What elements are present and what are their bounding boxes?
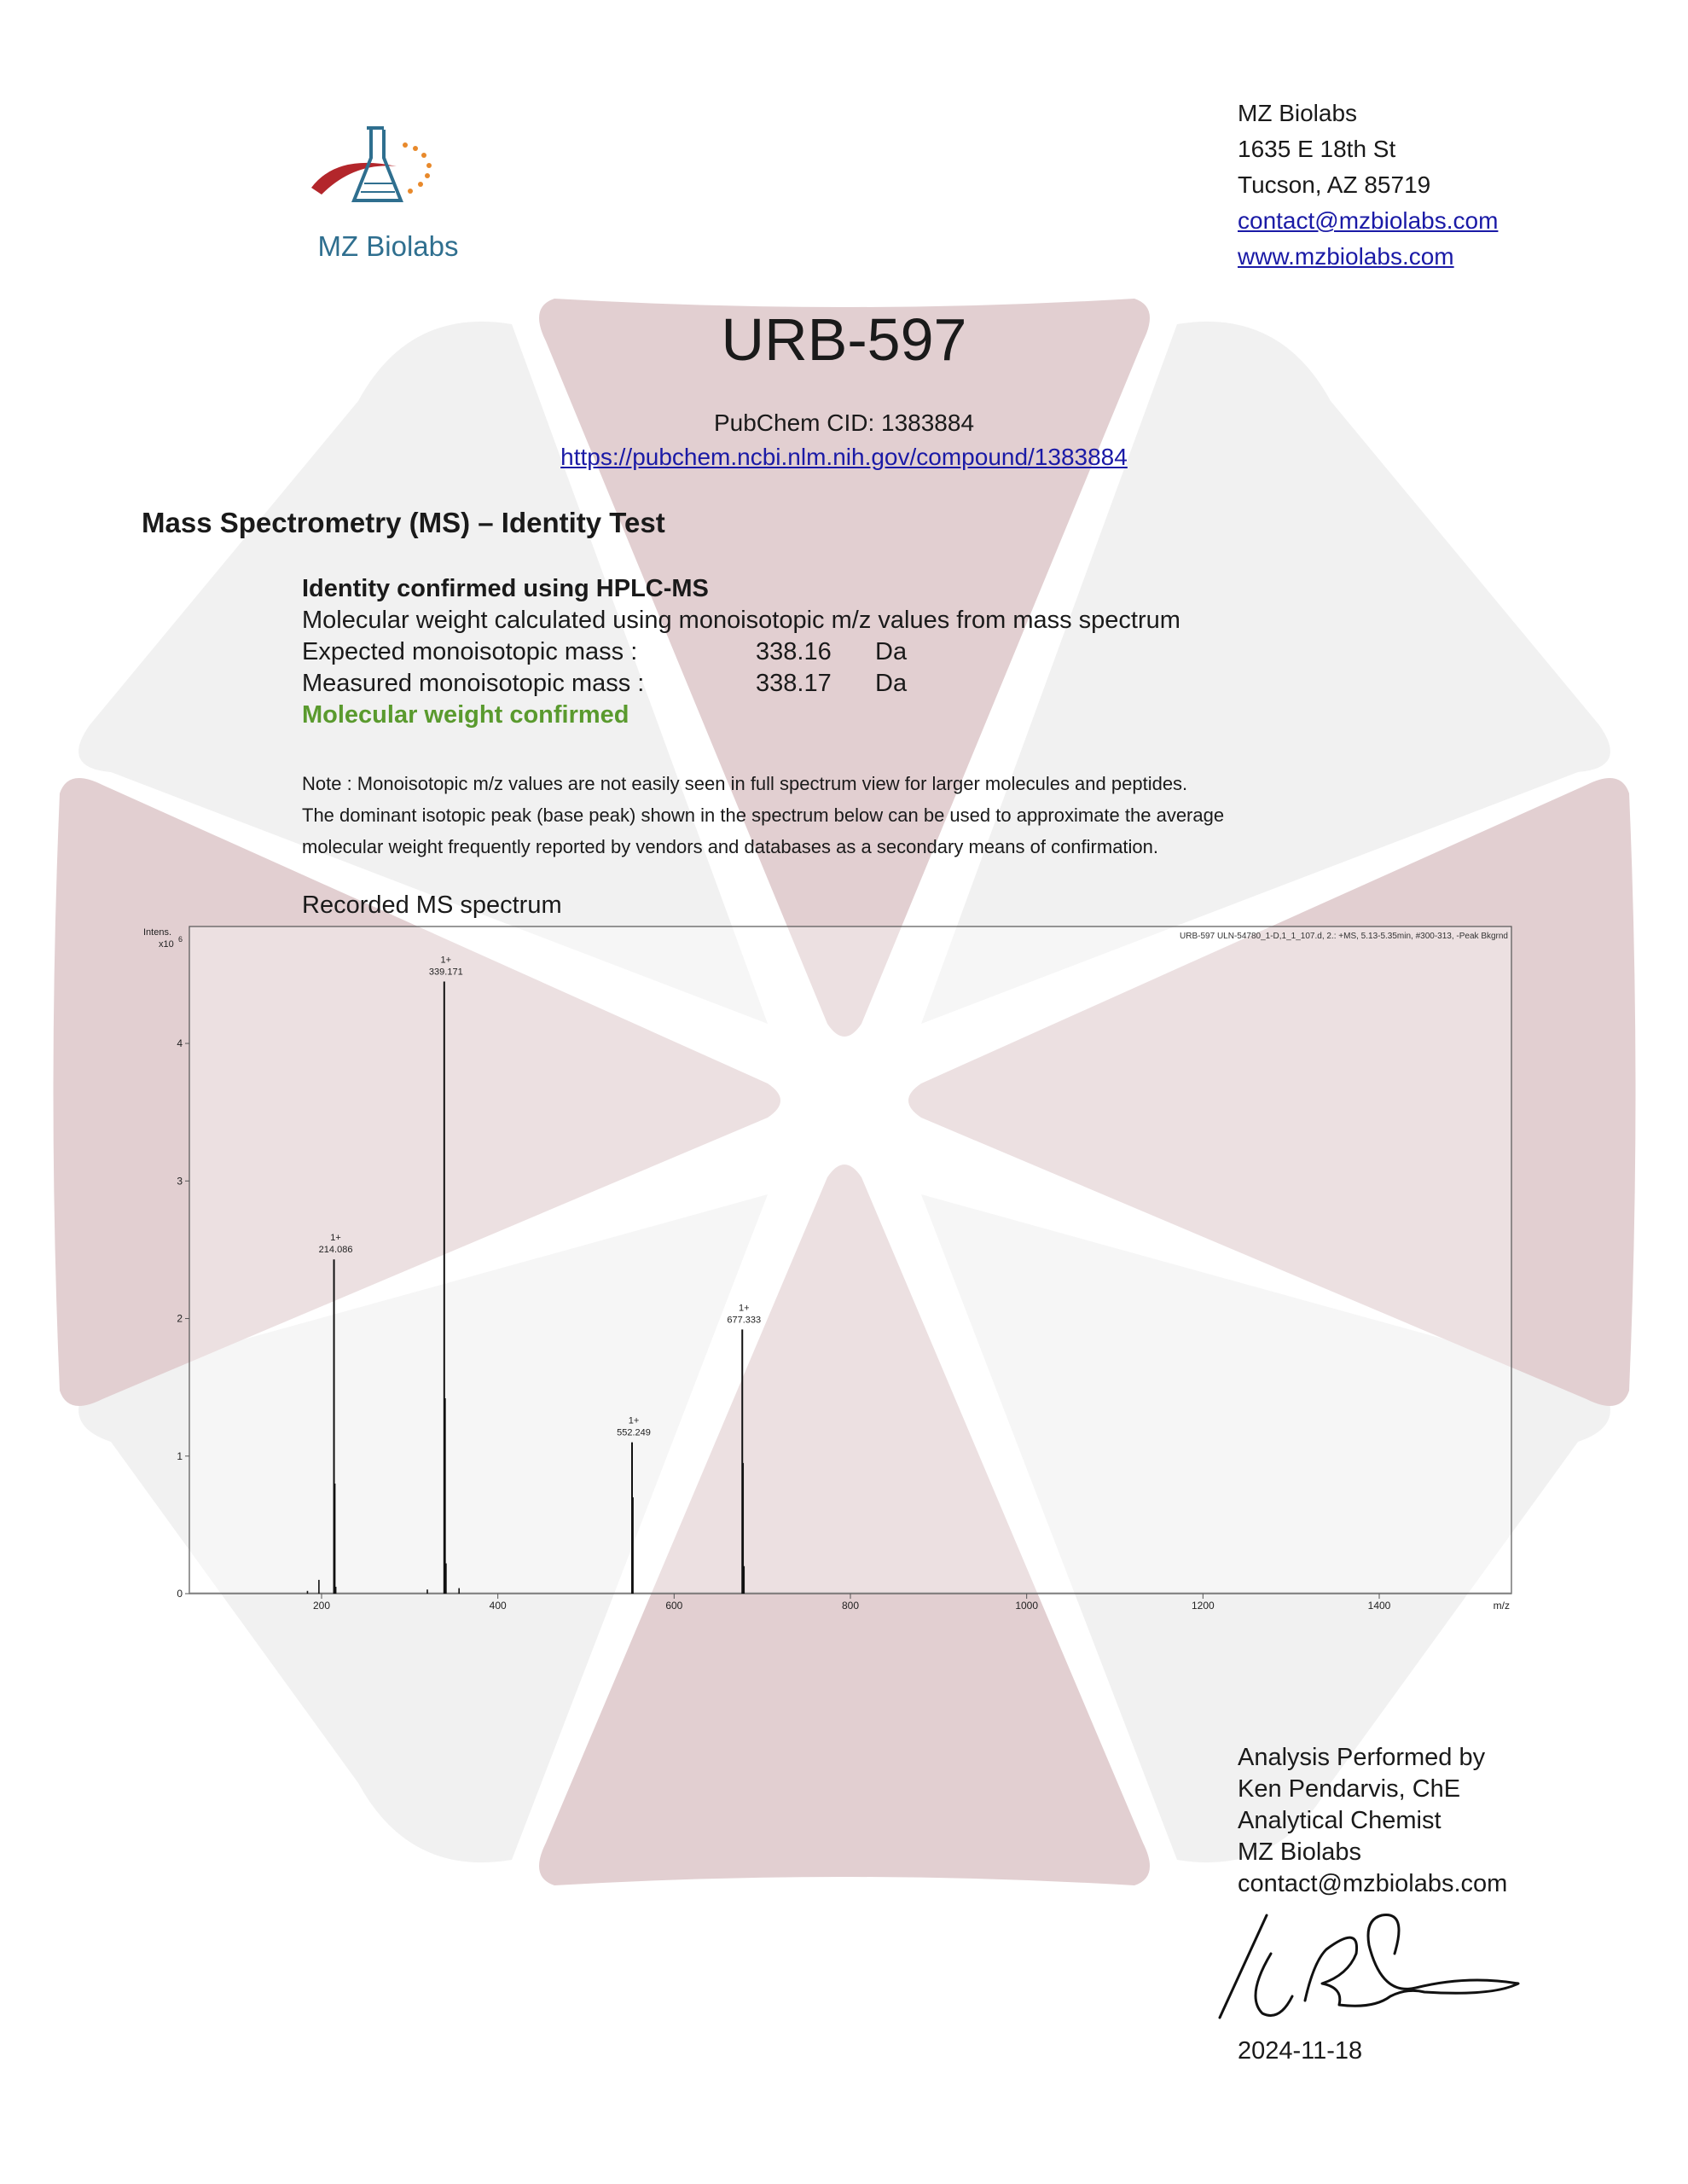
- handwritten-signature: [1211, 1902, 1569, 2030]
- y-tick-label: 1: [177, 1449, 183, 1462]
- signature-block: [1238, 1742, 1507, 1900]
- x-axis-label: m/z: [1493, 1600, 1510, 1612]
- x-tick-label: 800: [841, 1600, 860, 1612]
- email-link[interactable]: contact@mzbiolabs.com: [1238, 207, 1499, 234]
- peak-charge-label: 1+: [738, 1303, 750, 1314]
- expected-mass-unit: Da: [875, 638, 908, 665]
- y-axis-label: Intens.: [143, 927, 172, 938]
- identity-heading: Identity confirmed using HPLC-MS: [302, 575, 709, 602]
- compound-title: URB-597: [721, 306, 967, 373]
- measured-mass-row: [302, 668, 1180, 700]
- peak-mz-label: 214.086: [318, 1245, 353, 1256]
- x-tick-label: 600: [665, 1600, 683, 1612]
- address-line: Tucson, AZ 85719: [1238, 171, 1431, 198]
- identity-block: [302, 573, 1180, 731]
- peak-charge-label: 1+: [330, 1233, 341, 1244]
- peak-mz-label: 339.171: [428, 967, 463, 978]
- flask-logo-icon: [303, 119, 465, 222]
- pubchem-link[interactable]: https://pubchem.ncbi.nlm.nih.gov/compound/1383884: [560, 444, 1128, 470]
- peak-mz-label: 552.249: [617, 1427, 651, 1438]
- y-tick-label: 4: [177, 1037, 183, 1050]
- signature-date: 2024-11-18: [1238, 2037, 1363, 2065]
- signature-line: Analysis Performed by: [1238, 1744, 1486, 1771]
- expected-mass-row: [302, 636, 1180, 668]
- measured-mass-value: 338.17: [756, 670, 832, 697]
- x-tick-label: 200: [312, 1600, 331, 1612]
- pubchem-cid: PubChem CID: 1383884: [713, 410, 975, 436]
- company-logo: [303, 119, 465, 264]
- signature-line: MZ Biolabs: [1238, 1838, 1362, 1866]
- section-heading: Mass Spectrometry (MS) – Identity Test: [142, 507, 665, 538]
- plot-frame: [189, 926, 1511, 1594]
- y-tick-label: 0: [177, 1588, 183, 1600]
- spectrum-label: Recorded MS spectrum: [302, 892, 562, 919]
- measured-mass-label: Measured monoisotopic mass :: [302, 670, 645, 697]
- identity-method: Molecular weight calculated using monoisotopic m/z values from mass spectrum: [302, 607, 1180, 634]
- x-tick-label: 1200: [1191, 1600, 1215, 1612]
- company-address: [1238, 96, 1498, 275]
- chart-title: URB-597 ULN-54780_1-D,1_1_107.d, 2.: +MS, 5.13-5.35min, #300-313, -Peak Bkgrnd: [1180, 932, 1508, 941]
- expected-mass-label: Expected monoisotopic mass :: [302, 638, 638, 665]
- x-tick-label: 1000: [1015, 1600, 1039, 1612]
- signature-line: Ken Pendarvis, ChE: [1238, 1775, 1461, 1803]
- measured-mass-unit: Da: [875, 670, 908, 697]
- note-line: molecular weight frequently reported by vendors and databases as a secondary means of confirmation.: [302, 836, 1159, 857]
- address-line: MZ Biolabs: [1238, 100, 1358, 126]
- peak-charge-label: 1+: [628, 1415, 640, 1426]
- y-axis-exponent: 6: [178, 935, 183, 944]
- y-tick-label: 2: [177, 1312, 183, 1325]
- signature-line: contact@mzbiolabs.com: [1238, 1870, 1508, 1897]
- ms-spectrum-chart: [136, 920, 1535, 1619]
- peak-mz-label: 677.333: [727, 1315, 762, 1326]
- expected-mass-value: 338.16: [756, 638, 832, 665]
- note-line: The dominant isotopic peak (base peak) shown in the spectrum below can be used to approximate the average: [302, 804, 1225, 826]
- y-axis-multiplier: x10: [159, 939, 174, 950]
- x-tick-label: 1400: [1367, 1600, 1391, 1612]
- note-line: Note : Monoisotopic m/z values are not easily seen in full spectrum view for larger molecules and peptides.: [302, 773, 1188, 794]
- note-block: [302, 768, 1411, 863]
- logo-text: MZ Biolabs: [317, 230, 459, 262]
- website-link[interactable]: www.mzbiolabs.com: [1238, 243, 1454, 270]
- signature-line: Analytical Chemist: [1238, 1807, 1441, 1834]
- address-line: 1635 E 18th St: [1238, 136, 1396, 162]
- result-confirmed: Molecular weight confirmed: [302, 701, 629, 729]
- x-tick-label: 400: [489, 1600, 507, 1612]
- y-tick-label: 3: [177, 1175, 183, 1188]
- peak-charge-label: 1+: [440, 955, 452, 966]
